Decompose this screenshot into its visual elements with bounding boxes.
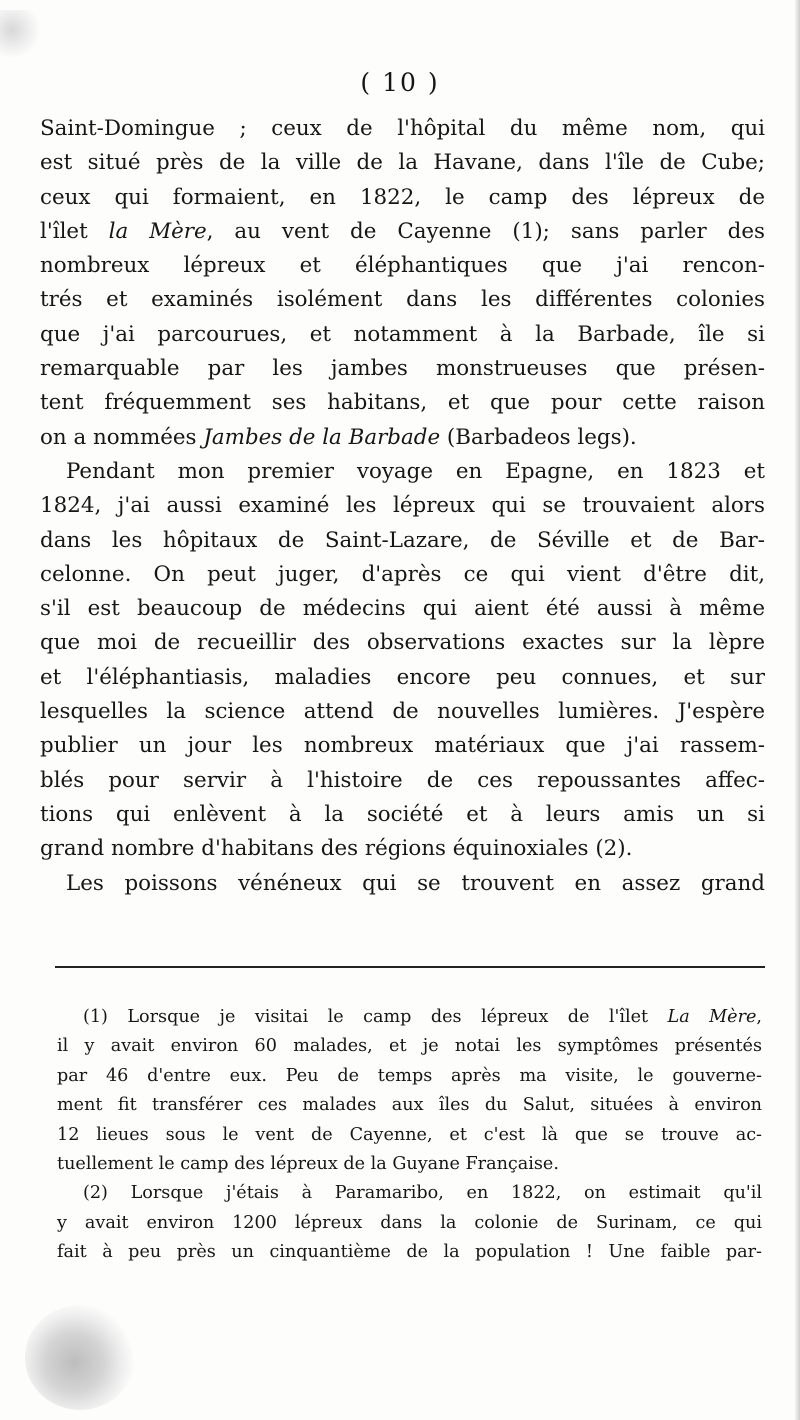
italic-phrase: la Mère (108, 218, 207, 244)
text-line: Saint-Domingue ; ceux de l'hôpital du même nom, qui (40, 116, 765, 141)
text-line: nombreux lépreux et éléphantiques que j'ai rencon- (40, 253, 765, 279)
page-number: ( 10 ) (360, 68, 440, 97)
text-line: que j'ai parcourues, et notamment à la Barbade, île si (40, 321, 765, 347)
text-line: 1824, j'ai aussi examiné les lépreux qui se trouvaient alors (40, 493, 765, 519)
page-stain (25, 1305, 135, 1410)
italic-phrase: Jambes de la Barbade (203, 424, 441, 450)
footnote-separator (55, 966, 765, 968)
text-line: remarquable par les jambes monstrueuses que présen- (40, 356, 765, 382)
text-line: Pendant mon premier voyage en Epagne, en 1823 et (66, 458, 765, 484)
text-line: est situé près de la ville de la Havane, dans l'île de Cube; (40, 150, 765, 176)
text-line: publier un jour les nombreux matériaux que j'ai rassem- (40, 733, 765, 759)
text-line: et l'éléphantiasis, maladies encore peu connues, et sur (40, 664, 765, 690)
text-line: Les poissons vénéneux qui se trouvent en assez grand (66, 870, 765, 896)
text-line: l'îlet la Mère, au vent de Cayenne (1); sans parler des (40, 218, 766, 244)
text-line: celonne. On peut juger, d'après ce qui vient d'être dit, (40, 561, 765, 587)
page-edge-shadow (794, 0, 800, 1420)
footnote-line: y avait environ 1200 lépreux dans la colonie de Surinam, ce qui (57, 1212, 762, 1233)
footnote-line: ment fit transférer ces malades aux îles du Salut, situées à environ (57, 1095, 762, 1116)
footnote-line: 12 lieues sous le vent de Cayenne, et c'est là que se trouve ac- (57, 1124, 762, 1145)
page-stain (0, 10, 40, 60)
footnote-line: fait à peu près un cinquantième de la population ! Une faible par- (57, 1242, 762, 1263)
italic-phrase: La Mère (667, 1007, 757, 1027)
text-line: ceux qui formaient, en 1822, le camp des lépreux de (40, 184, 765, 210)
text-line: blés pour servir à l'histoire de ces repoussantes affec- (40, 767, 765, 793)
footnotes (57, 1003, 762, 1268)
text-line: tent fréquemment ses habitans, et que pour cette raison (40, 390, 765, 416)
text-line: que moi de recueillir des observations exactes sur la lèpre (40, 630, 765, 656)
text-line: dans les hôpitaux de Saint-Lazare, de Séville et de Bar- (40, 527, 765, 553)
text-line: trés et examinés isolément dans les différentes colonies (40, 287, 765, 313)
footnote-line: (1) Lorsque je visitai le camp des lépreux de l'îlet La Mère, (83, 1007, 762, 1027)
footnote-line: par 46 d'entre eux. Peu de temps après ma visite, le gouverne- (57, 1065, 762, 1086)
text-line: grand nombre d'habitans des régions équinoxiales (2). (40, 836, 633, 862)
text-line: s'il est beaucoup de médecins qui aient été aussi à même (40, 596, 765, 622)
text-line: tions qui enlèvent à la société et à leurs amis un si (40, 801, 765, 827)
text-line: on a nommées Jambes de la Barbade (Barbadeos legs). (40, 424, 637, 450)
footnote-line: il y avait environ 60 malades, et je notai les symptômes présentés (57, 1036, 762, 1057)
footnote-line: tuellement le camp des lépreux de la Guyane Française. (57, 1154, 559, 1175)
text-line: lesquelles la science attend de nouvelles lumières. J'espère (40, 699, 765, 725)
main-text (40, 112, 765, 901)
footnote-line: (2) Lorsque j'étais à Paramaribo, en 1822, on estimait qu'il (83, 1183, 762, 1204)
